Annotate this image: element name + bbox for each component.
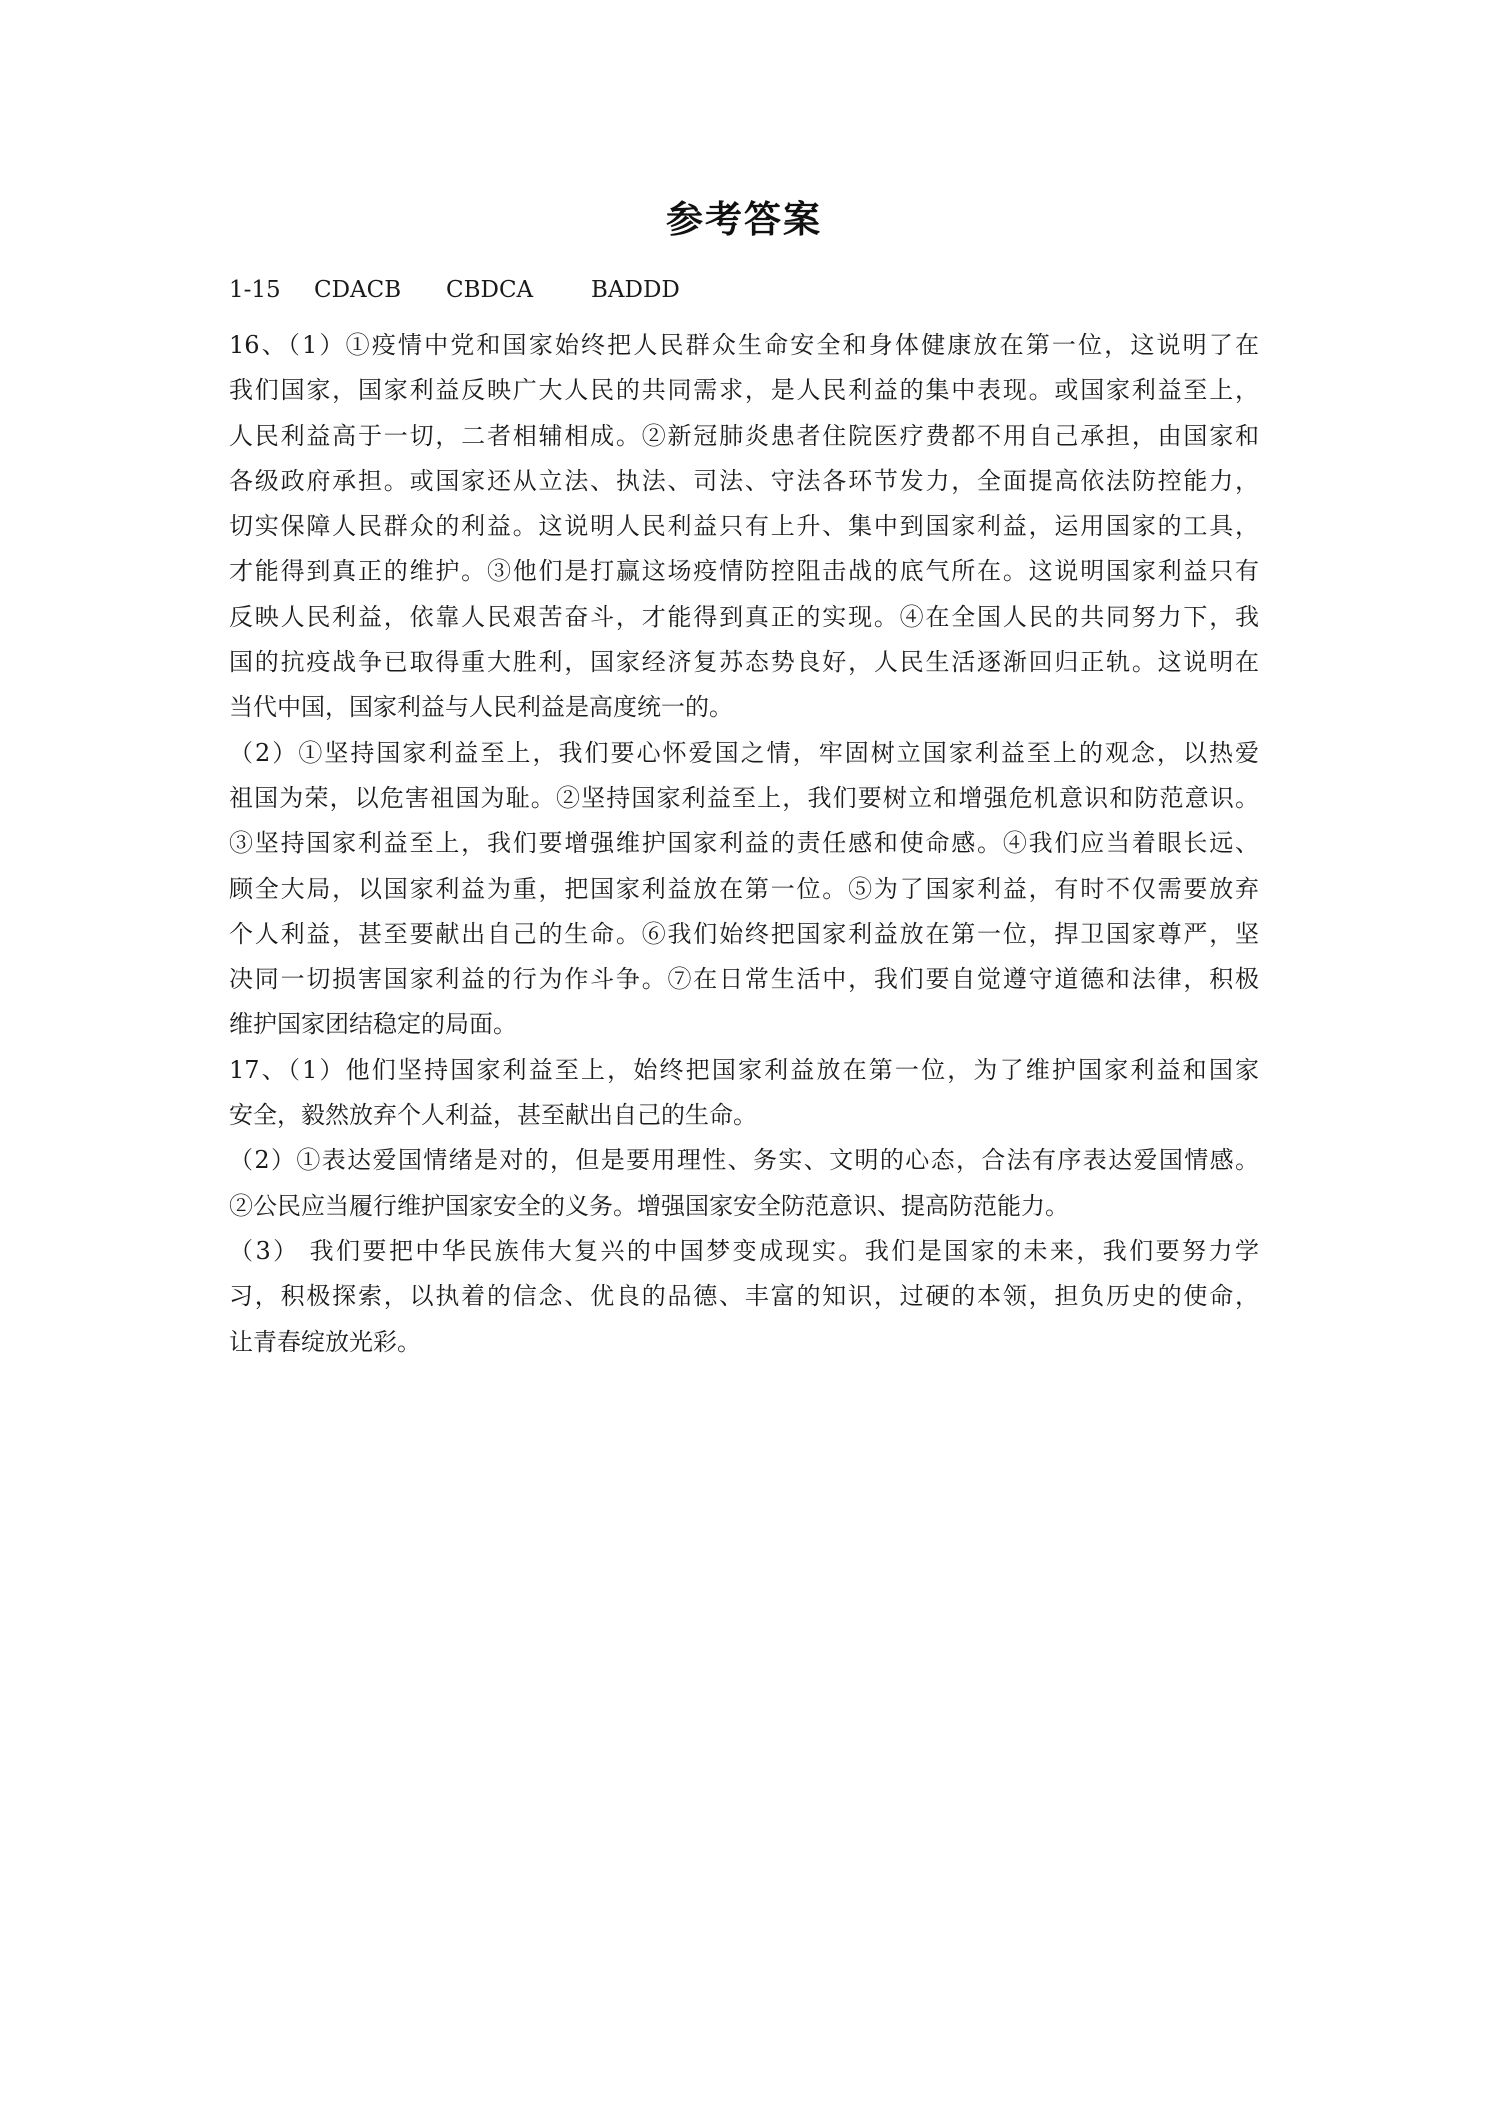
answer-line: （2）①表达爱国情绪是对的，但是要用理性、务实、文明的心态，合法有序表达爱国情感。 [229,1146,1259,1175]
answer-line: 17、（1）他们坚持国家利益至上，始终把国家利益放在第一位，为了维护国家利益和国家 [229,1055,1259,1084]
answer-line: 反映人民利益，依靠人民艰苦奋斗，才能得到真正的实现。④在全国人民的共同努力下，我 [229,602,1259,631]
answer-line: 才能得到真正的维护。③他们是打赢这场疫情防控阻击战的底气所在。这说明国家利益只有 [229,557,1259,586]
answer-line: 16、（1）①疫情中党和国家始终把人民群众生命安全和身体健康放在第一位，这说明了在 [229,331,1259,359]
answer-line: 让青春绽放光彩。 [229,1327,421,1356]
answer-line: （3） 我们要把中华民族伟大复兴的中国梦变成现实。我们是国家的未来，我们要努力学 [229,1236,1259,1265]
answer-line: 习，积极探索，以执着的信念、优良的品德、丰富的知识，过硬的本领，担负历史的使命， [229,1282,1259,1311]
answer-line: 国的抗疫战争已取得重大胜利，国家经济复苏态势良好，人民生活逐渐回归正轨。这说明在 [229,648,1259,677]
answer-line: 我们国家，国家利益反映广大人民的共同需求，是人民利益的集中表现。或国家利益至上， [229,376,1259,405]
answer-line: 人民利益高于一切，二者相辅相成。②新冠肺炎患者住院医疗费都不用自己承担，由国家和 [229,421,1259,450]
answer-line: 切实保障人民群众的利益。这说明人民利益只有上升、集中到国家利益，运用国家的工具， [229,512,1259,541]
answer-line: ③坚持国家利益至上，我们要增强维护国家利益的责任感和使命感。④我们应当着眼长远、 [229,829,1259,858]
multiple-choice-answers [229,270,680,310]
answer-line: 顾全大局，以国家利益为重，把国家利益放在第一位。⑤为了国家利益，有时不仅需要放弃 [229,874,1259,903]
mc-answer-group-1: CDACB [314,277,402,303]
answer-line: 祖国为荣，以危害祖国为耻。②坚持国家利益至上，我们要树立和增强危机意识和防范意识。 [229,783,1259,812]
answer-line: 各级政府承担。或国家还从立法、执法、司法、守法各环节发力，全面提高依法防控能力， [229,466,1259,495]
answer-line: 维护国家团结稳定的局面。 [229,1010,517,1039]
page-title: 参考答案 [666,198,822,241]
mc-question-range: 1-15 [229,277,281,303]
answer-line: ②公民应当履行维护国家安全的义务。增强国家安全防范意识、提高防范能力。 [229,1191,1069,1220]
answer-line: 当代中国，国家利益与人民利益是高度统一的。 [229,693,733,722]
mc-answer-group-2: CBDCA [446,277,534,303]
answer-body [229,323,1259,1365]
mc-answer-group-3: BADDD [591,277,680,303]
answer-line: 安全，毅然放弃个人利益，甚至献出自己的生命。 [229,1101,757,1130]
answer-line: 个人利益，甚至要献出自己的生命。⑥我们始终把国家利益放在第一位，捍卫国家尊严，坚 [229,919,1259,948]
answer-line: 决同一切损害国家利益的行为作斗争。⑦在日常生活中，我们要自觉遵守道德和法律，积极 [229,965,1259,994]
answer-line: （2）①坚持国家利益至上，我们要心怀爱国之情，牢固树立国家利益至上的观念，以热爱 [229,738,1259,767]
